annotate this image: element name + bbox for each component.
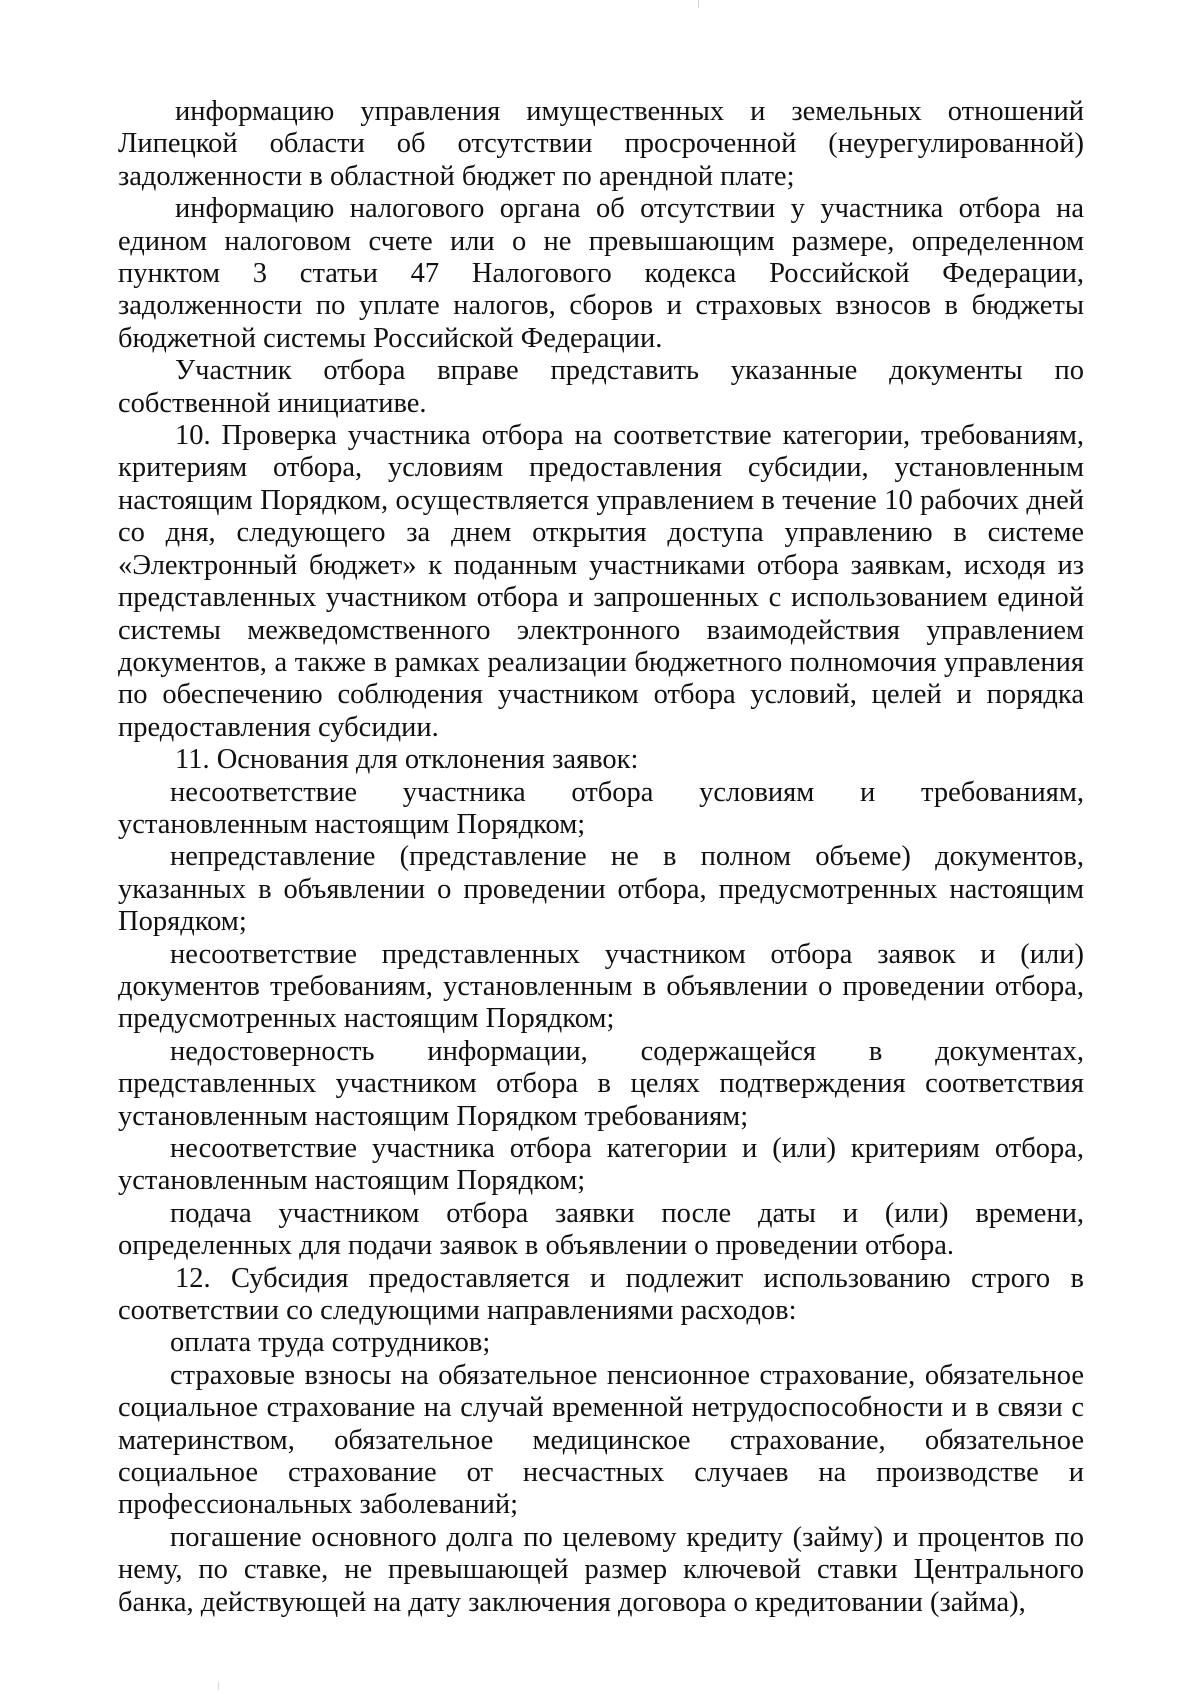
rejection-reason-5: несоответствие участника отбора категории и (или) критериям отбора, установленным настоящим Порядком;: [118, 1133, 1084, 1197]
rejection-reason-3: несоответствие представленных участником отбора заявок и (или) документов требованиям, установленным в объявлении о проведении отбора, предусмотренных настоящим Порядком;: [118, 938, 1084, 1035]
expense-direction-3: погашение основного долга по целевому кредиту (займу) и процентов по нему, по ставке, не превышающей размер ключевой ставки Центрального банка, действующей на дату заключения договора о кредитовании (займа),: [118, 1521, 1084, 1618]
rejection-reason-1: несоответствие участника отбора условиям и требованиям, установленным настоящим Порядком;: [118, 776, 1084, 840]
paragraph-own-initiative: Участник отбора вправе представить указанные документы по собственной инициативе.: [118, 355, 1084, 419]
scan-artifact-bottom: [218, 1682, 219, 1690]
expense-direction-2: страховые взносы на обязательное пенсионное страхование, обязательное социальное страхование на случай временной нетрудоспособности и в связи с материнством, обязательное медицинское страхование, обязательное социальное страхование от несчастных случаев на производстве и профессиональных заболеваний;: [118, 1359, 1084, 1521]
document-page: [118, 96, 1084, 1619]
rejection-reason-6: подача участником отбора заявки после даты и (или) времени, определенных для подачи заявок в объявлении о проведении отбора.: [118, 1197, 1084, 1262]
expense-direction-1: оплата труда сотрудников;: [170, 1327, 491, 1359]
paragraph-property-debt-info: информацию управления имущественных и земельных отношений Липецкой области об отсутствии просроченной (неурегулированной) задолженности в областной бюджет по арендной плате;: [118, 96, 1084, 192]
paragraph-clause-12: 12. Субсидия предоставляется и подлежит использованию строго в соответствии со следующими направлениями расходов:: [118, 1262, 1084, 1327]
paragraph-tax-debt-info: информацию налогового органа об отсутствии у участника отбора на едином налоговом счете или о не превышающим размере, определенном пунктом 3 статьи 47 Налогового кодекса Российской Федерации, задолженности по уплате налогов, сборов и страховых взносов в бюджеты бюджетной системы Российской Федерации.: [118, 193, 1084, 354]
paragraph-clause-10: 10. Проверка участника отбора на соответствие категории, требованиям, критериям отбора, условиям предоставления субсидии, установленным настоящим Порядком, осуществляется управлением в течение 10 рабочих дней со дня, следующего за днем открытия доступа управлению в системе «Электронный бюджет» к поданным участниками отбора заявкам, исходя из представленных участником отбора и запрошенных с использованием единой системы межведомственного электронного взаимодействия управлением документов, а также в рамках реализации бюджетного полномочия управления по обеспечению соблюдения участником отбора условий, целей и порядка предоставления субсидии.: [118, 420, 1084, 743]
paragraph-clause-11-heading: 11. Основания для отклонения заявок:: [175, 744, 639, 776]
rejection-reason-2: непредставление (представление не в полном объеме) документов, указанных в объявлении о проведении отбора, предусмотренных настоящим Порядком;: [118, 841, 1084, 938]
rejection-reason-4: недостоверность информации, содержащейся в документах, представленных участником отбора в целях подтверждения соответствия установленным настоящим Порядком требованиям;: [118, 1035, 1084, 1132]
scan-artifact-top: [698, 0, 699, 8]
